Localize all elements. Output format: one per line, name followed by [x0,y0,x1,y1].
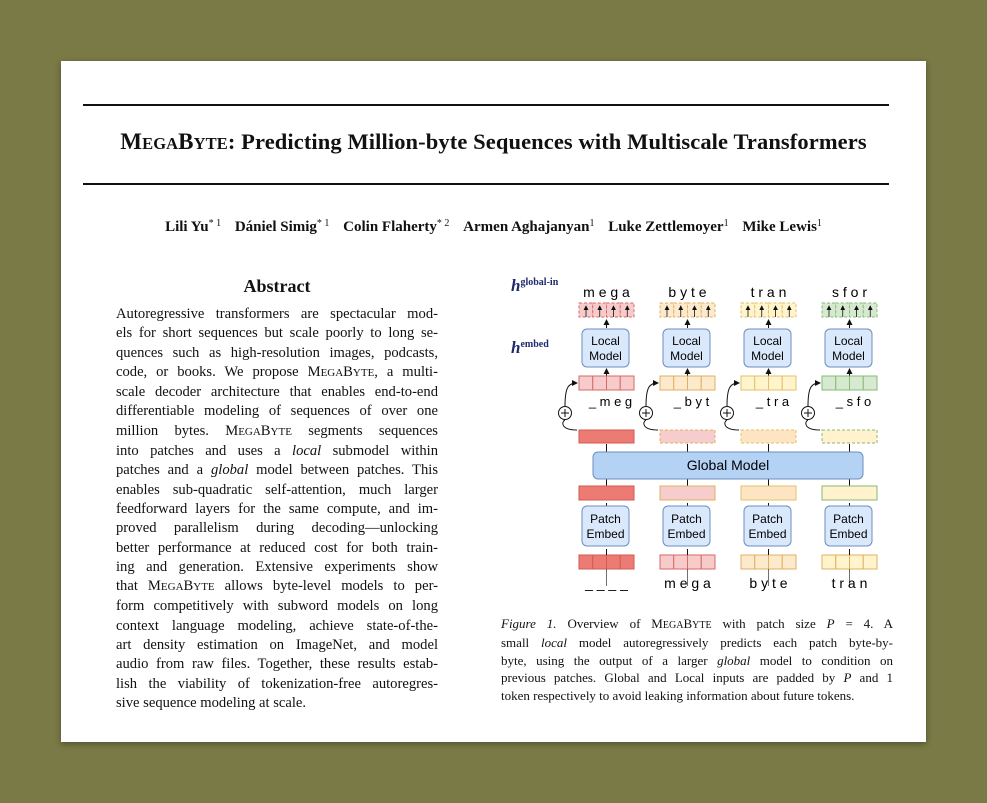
abstract-line: patches and a global model between patches. This [116,462,438,479]
input-bytes-text: t r a n [831,575,868,591]
embed-cell [836,555,850,569]
patch-embed-label: Patch [833,512,864,526]
arrow [563,420,577,430]
global-in-patch [660,486,715,500]
embed-cell [674,555,688,569]
author-affiliation: 1 [589,218,595,229]
author-affiliation: 1 [723,218,729,229]
title-rule-top [83,104,889,106]
author-name: Armen Aghajanyan [463,219,590,235]
abstract-line: better performance at reduced cost for both train- [116,539,438,556]
arrow [808,383,820,406]
local-in-cell [782,376,796,390]
abstract-line: million bytes. MEGABYTE segments sequences [116,422,438,439]
author [463,219,594,235]
author-affiliation: * 1 [208,218,222,229]
embed-cell [579,555,593,569]
author [235,219,330,235]
local-in-cell [863,376,877,390]
author-name: Mike Lewis [742,219,817,235]
global-model-label: Global Model [686,457,770,473]
arrow [644,420,658,430]
row-label-embed: $h^{embed}$ [511,338,549,357]
local-in-cell [579,376,593,390]
local-model-label: Model [751,349,784,363]
local-in-cell [607,376,621,390]
author-list [61,218,926,236]
local-in-cell [593,376,607,390]
local-model-label: Local [834,334,863,348]
abstract-line: els for short sequences but scale poorly to long se- [116,325,438,342]
paper-title [61,129,926,155]
local-model-label: Model [589,349,622,363]
embed-cell [688,555,702,569]
author-affiliation: 1 [816,218,822,229]
abstract-line: enables sub-quadratic self-attention, much larger [116,481,438,498]
arrow [646,383,658,406]
global-out-patch [660,430,715,443]
output-bytes-text: m e g a [583,284,630,300]
arrow [727,383,739,406]
abstract-line: that MEGABYTE allows byte-level models to per- [116,578,438,595]
arrow [725,420,739,430]
abstract-line: quences such as high-resolution images, podcasts, [116,344,438,361]
global-out-patch [579,430,634,443]
global-in-patch [822,486,877,500]
embed-cell [822,555,836,569]
abstract-line: audio from raw files. Together, these results estab- [116,656,438,673]
patch-embed-label: Patch [752,512,783,526]
embed-cell [607,555,621,569]
patch-embed-label: Embed [748,527,787,541]
local-in-cell [701,376,715,390]
caption-line: Figure 1. Overview of MEGABYTE with patch size P = 4. A [501,616,893,631]
arrow [565,383,577,406]
patch-embed-label: Embed [667,527,706,541]
author-name: Dániel Simig [234,219,317,235]
local-input-bytes-text: _ s f o [835,394,872,409]
author-name: Colin Flaherty [343,219,437,235]
embed-cell [741,555,755,569]
global-in-patch [579,486,634,500]
local-model-label: Local [591,334,620,348]
local-model-label: Local [672,334,701,348]
embed-cell [850,555,864,569]
patch-embed-label: Embed [586,527,625,541]
abstract-body [116,305,438,713]
abstract-line: differentiable modeling of sequences of over one [116,403,438,420]
author [608,219,728,235]
local-model-label: Model [832,349,865,363]
patch-embed-label: Embed [829,527,868,541]
author-affiliation: * 1 [316,218,330,229]
local-in-cell [674,376,688,390]
local-input-bytes-text: _ m e g [588,394,633,409]
local-in-cell [769,376,783,390]
title-brand-smallcaps: YTE [193,134,228,153]
input-bytes-text: m e g a [664,575,711,591]
caption-line: token respectively to avoid leaking information about future tokens. [501,687,855,703]
figure-architecture-diagram [501,276,901,606]
abstract-heading: Abstract [243,276,311,296]
local-in-cell [620,376,634,390]
local-input-bytes-text: _ t r a [755,394,790,409]
embed-cell [593,555,607,569]
embed-cell [620,555,634,569]
output-bytes-text: t r a n [750,284,787,300]
title-text: : Predicting Million-byte Sequences with Multiscale Transformers [227,129,867,154]
abstract-line: context language modeling, achieve state-of-the- [116,617,438,634]
author [165,219,221,235]
caption-line: previous patches. Global and Local inputs are padded by P and 1 [501,670,893,686]
author-name: Lili Yu [165,219,209,235]
abstract-line: form competitively with subword models on long [116,598,438,615]
author [742,219,822,235]
embed-cell [660,555,674,569]
embed-cell [769,555,783,569]
local-in-cell [688,376,702,390]
title-brand-letter: B [178,129,194,154]
global-out-patch [822,430,877,443]
abstract-line: proved parallelism during decoding—unlocking [116,520,438,537]
abstract-line: ing and generation. Extensive experiments show [116,558,438,575]
embed-cell [782,555,796,569]
global-in-patch [741,486,796,500]
local-in-cell [741,376,755,390]
local-model-label: Model [670,349,703,363]
abstract-line: sive sequence modeling at scale. [116,694,307,711]
local-in-cell [822,376,836,390]
author-name: Luke Zettlemoyer [608,219,724,235]
abstract-line: lish the viability of tokenization-free autoregres- [116,675,438,692]
caption-line: small local model autoregressively predicts each patch byte-by- [501,635,894,651]
local-in-cell [850,376,864,390]
input-bytes-text: _ _ _ _ [585,575,628,591]
embed-cell [755,555,769,569]
title-brand-smallcaps: EGA [142,134,179,153]
patch-embed-label: Patch [671,512,702,526]
embed-cell [701,555,715,569]
abstract-line: art density estimation on ImageNet, and model [116,637,438,654]
local-in-cell [660,376,674,390]
embed-cell [863,555,877,569]
abstract-line: into patches and uses a local submodel within [116,443,438,460]
abstract-line: code, or books. We propose MEGABYTE, a multi- [116,363,438,380]
abstract-line: Autoregressive transformers are spectacular mod- [116,306,438,322]
abstract-line: feedforward layers for the same compute, and im- [116,500,438,517]
local-model-label: Local [753,334,782,348]
input-bytes-text: b y t e [749,575,788,591]
output-bytes-text: s f o r [831,284,868,300]
local-input-bytes-text: _ b y t [673,394,710,409]
author [343,219,449,235]
global-out-patch [741,430,796,443]
paper-page [61,61,926,742]
local-in-cell [755,376,769,390]
arrow [806,420,820,430]
title-rule-bottom [83,183,889,185]
local-in-cell [836,376,850,390]
output-bytes-text: b y t e [668,284,707,300]
author-affiliation: * 2 [436,218,450,229]
patch-embed-label: Patch [590,512,621,526]
caption-line: byte, using the output of a larger global model to condition on [501,652,893,668]
figure-caption [501,615,893,704]
title-brand-letter: M [120,129,143,154]
abstract-line: scale decoder architecture that enables end-to-end [116,384,438,401]
row-label-global-in: $h^{global-in}$ [511,276,559,295]
